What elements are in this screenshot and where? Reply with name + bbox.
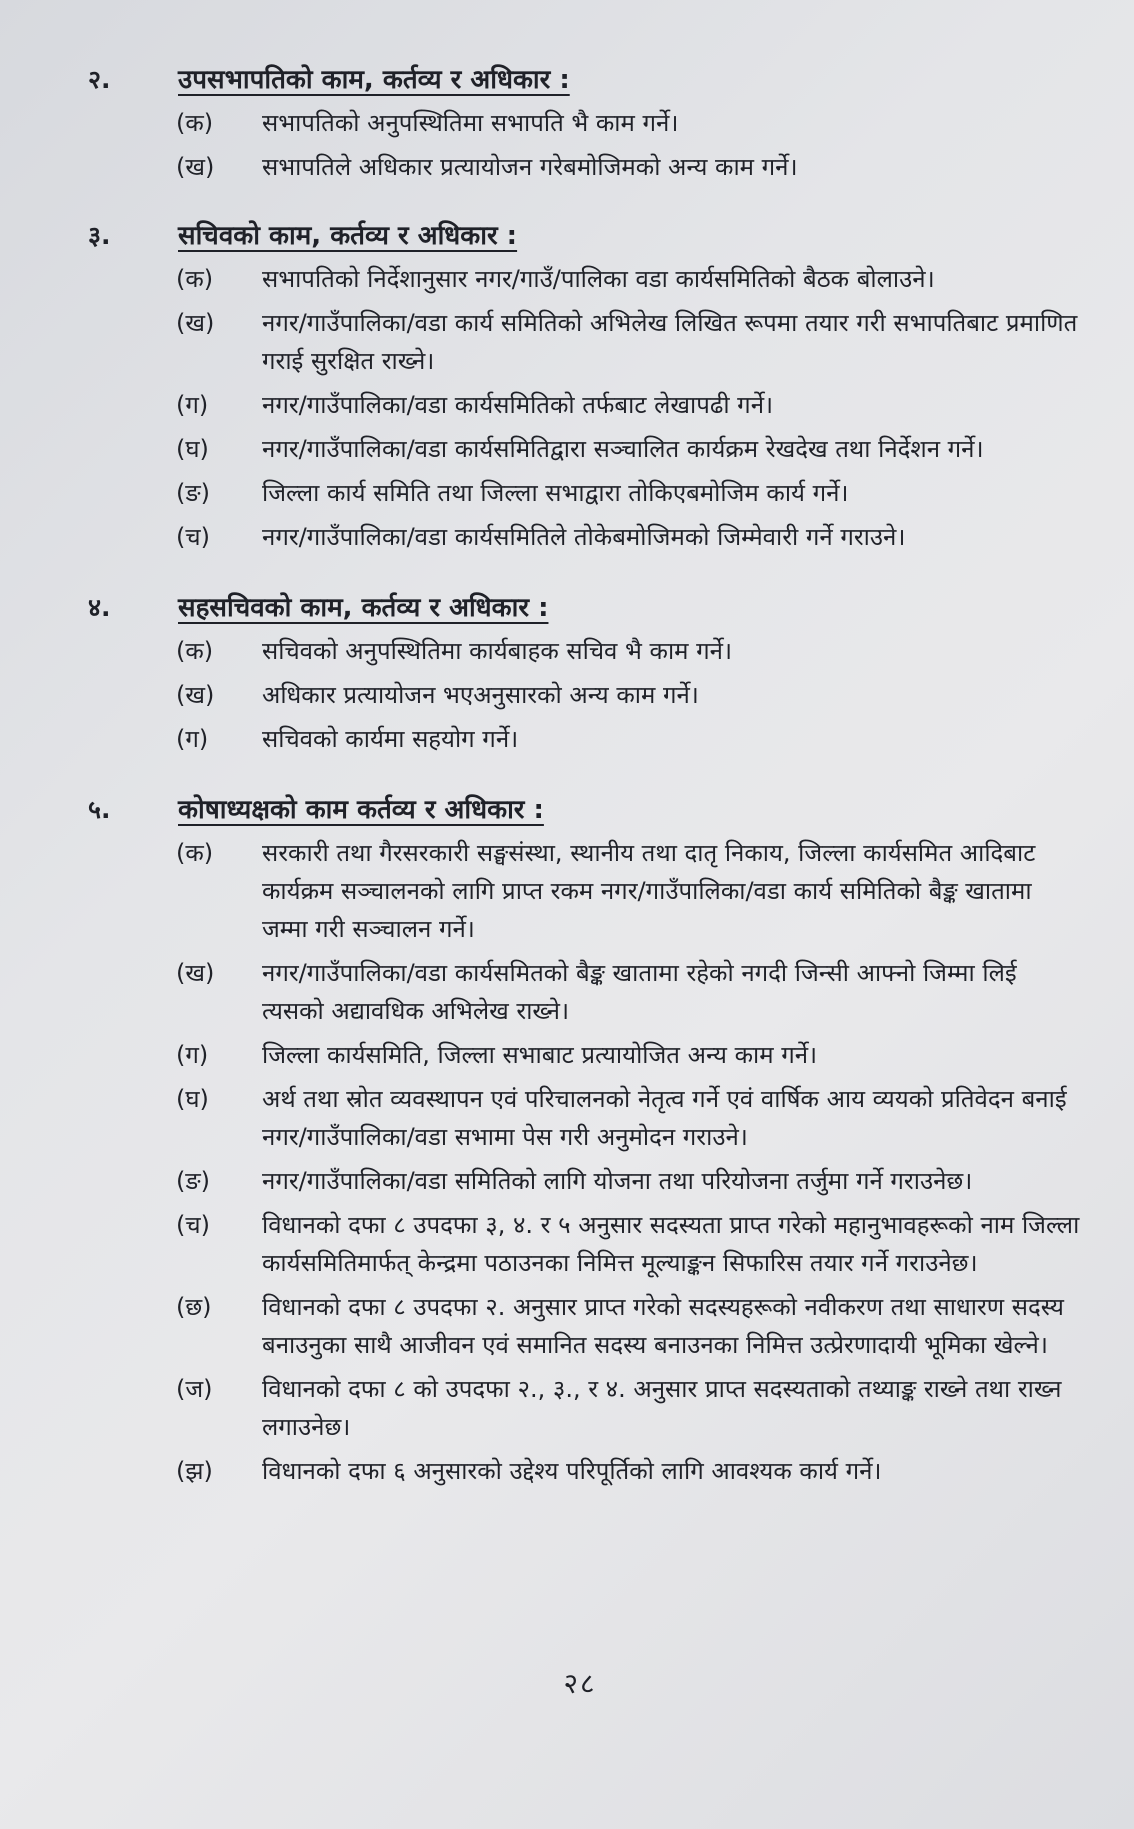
section-title: उपसभापतिको काम, कर्तव्य र अधिकार : <box>178 65 570 95</box>
item-label: (च) <box>176 1211 210 1239</box>
item-text: नगर/गाउँपालिका/वडा कार्यसमितिले तोकेबमोजिमको जिम्मेवारी गर्ने गराउने। <box>262 523 906 551</box>
item-text: जिल्ला कार्य समिति तथा जिल्ला सभाद्वारा तोकिएबमोजिम कार्य गर्ने। <box>262 479 849 507</box>
item-text: नगर/गाउँपालिका/वडा कार्यसमितिद्वारा सञ्चालित कार्यक्रम रेखदेख तथा निर्देशन गर्ने। <box>262 435 984 463</box>
item-text: सचिवको अनुपस्थितिमा कार्यबाहक सचिव भै काम गर्ने। <box>262 637 733 665</box>
list-item <box>176 304 1088 380</box>
item-text: नगर/गाउँपालिका/वडा कार्य समितिको अभिलेख लिखित रूपमा तयार गरी सभापतिबाट प्रमाणित गराई सुरक्षित राख्ने। <box>262 309 1078 375</box>
list-item <box>176 1452 1088 1490</box>
item-label: (ख) <box>176 153 215 181</box>
list-item <box>176 518 1088 556</box>
section-heading <box>88 790 1088 834</box>
section-title: सहसचिवको काम, कर्तव्य र अधिकार : <box>178 593 549 623</box>
section-heading <box>88 60 1088 104</box>
item-list <box>176 260 1088 556</box>
list-item <box>176 1036 1088 1074</box>
list-item <box>176 148 1088 186</box>
item-label: (झ) <box>176 1457 213 1485</box>
list-item <box>176 1162 1088 1200</box>
item-list <box>176 834 1088 1490</box>
item-label: (ख) <box>176 309 215 337</box>
item-label: (ख) <box>176 681 215 709</box>
item-label: (ग) <box>176 725 209 753</box>
item-label: (ङ) <box>176 479 211 507</box>
item-text: सचिवको कार्यमा सहयोग गर्ने। <box>262 725 519 753</box>
section-number: २. <box>88 65 111 94</box>
item-text: अर्थ तथा स्रोत व्यवस्थापन एवं परिचालनको नेतृत्व गर्ने एवं वार्षिक आय व्ययको प्रतिवेदन बनाई नगर/गाउँपालिका/वडा सभामा पेस गरी अनुमोदन गराउने। <box>262 1085 1067 1151</box>
list-item <box>176 720 1088 758</box>
list-item <box>176 834 1088 948</box>
item-label: (घ) <box>176 1085 209 1113</box>
item-label: (क) <box>176 637 214 665</box>
list-item <box>176 474 1088 512</box>
item-text: विधानको दफा ८ उपदफा ३, ४. र ५ अनुसार सदस्यता प्राप्त गरेको महानुभावहरूको नाम जिल्ला कार्यसमितिमार्फत् केन्द्रमा पठाउनका निमित्त मूल्याङ्कन सिफारिस तयार गर्ने गराउनेछ। <box>262 1211 1080 1277</box>
list-item <box>176 386 1088 424</box>
section-title: सचिवको काम, कर्तव्य र अधिकार : <box>178 221 518 251</box>
item-label: (क) <box>176 265 214 293</box>
section-deputy-chair <box>88 60 1088 192</box>
section-heading <box>88 216 1088 260</box>
item-text: विधानको दफा ८ उपदफा २. अनुसार प्राप्त गरेको सदस्यहरूको नवीकरण तथा साधारण सदस्य बनाउनुका साथै आजीवन एवं समानित सदस्य बनाउनका निमित्त उत्प्रेरणादायी भूमिका खेल्ने। <box>262 1293 1064 1359</box>
item-text: नगर/गाउँपालिका/वडा समितिको लागि योजना तथा परियोजना तर्जुमा गर्ने गराउनेछ। <box>262 1167 973 1195</box>
list-item <box>176 954 1088 1030</box>
item-text: नगर/गाउँपालिका/वडा कार्यसमितिको तर्फबाट लेखापढी गर्ने। <box>262 391 774 419</box>
list-item <box>176 260 1088 298</box>
item-label: (ग) <box>176 391 209 419</box>
item-label: (क) <box>176 839 214 867</box>
item-text: नगर/गाउँपालिका/वडा कार्यसमितको बैङ्क खातामा रहेको नगदी जिन्सी आफ्नो जिम्मा लिई त्यसको अद्यावधिक अभिलेख राख्ने। <box>262 959 1017 1025</box>
item-text: सरकारी तथा गैरसरकारी सङ्घसंस्था, स्थानीय तथा दातृ निकाय, जिल्ला कार्यसमित आदिबाट कार्यक्रम सञ्चालनको लागि प्राप्त रकम नगर/गाउँपालिका/वडा कार्य समितिको बैङ्क खातामा जम्मा गरी सञ्चालन गर्ने। <box>262 839 1036 943</box>
item-label: (ग) <box>176 1041 209 1069</box>
item-list <box>176 104 1088 186</box>
list-item <box>176 1080 1088 1156</box>
item-text: अधिकार प्रत्यायोजन भएअनुसारको अन्य काम गर्ने। <box>262 681 699 709</box>
list-item <box>176 676 1088 714</box>
section-secretary <box>88 216 1088 562</box>
section-heading <box>88 588 1088 632</box>
item-text: जिल्ला कार्यसमिति, जिल्ला सभाबाट प्रत्यायोजित अन्य काम गर्ने। <box>262 1041 818 1069</box>
list-item <box>176 1288 1088 1364</box>
item-text: सभापतिको निर्देशानुसार नगर/गाउँ/पालिका वडा कार्यसमितिको बैठक बोलाउने। <box>262 265 935 293</box>
item-text: विधानको दफा ८ को उपदफा २., ३., र ४. अनुसार प्राप्त सदस्यताको तथ्याङ्क राख्ने तथा राख्न लगाउनेछ। <box>262 1375 1062 1441</box>
list-item <box>176 104 1088 142</box>
list-item <box>176 1370 1088 1446</box>
item-label: (च) <box>176 523 210 551</box>
item-text: विधानको दफा ६ अनुसारको उद्देश्य परिपूर्तिको लागि आवश्यक कार्य गर्ने। <box>262 1457 882 1485</box>
section-treasurer <box>88 790 1088 1496</box>
section-number: ५. <box>88 795 111 824</box>
item-text: सभापतिको अनुपस्थितिमा सभापति भै काम गर्ने। <box>262 109 679 137</box>
list-item <box>176 430 1088 468</box>
item-label: (ज) <box>176 1375 213 1403</box>
list-item <box>176 632 1088 670</box>
item-text: सभापतिले अधिकार प्रत्यायोजन गरेबमोजिमको अन्य काम गर्ने। <box>262 153 798 181</box>
item-label: (घ) <box>176 435 209 463</box>
section-joint-secretary <box>88 588 1088 764</box>
section-number: ३. <box>88 221 111 250</box>
page-number: २८ <box>563 1667 597 1700</box>
section-number: ४. <box>88 593 111 622</box>
item-label: (ख) <box>176 959 215 987</box>
item-label: (ङ) <box>176 1167 211 1195</box>
section-title: कोषाध्यक्षको काम कर्तव्य र अधिकार : <box>178 795 544 825</box>
item-list <box>176 632 1088 758</box>
item-label: (क) <box>176 109 214 137</box>
list-item <box>176 1206 1088 1282</box>
item-label: (छ) <box>176 1293 212 1321</box>
